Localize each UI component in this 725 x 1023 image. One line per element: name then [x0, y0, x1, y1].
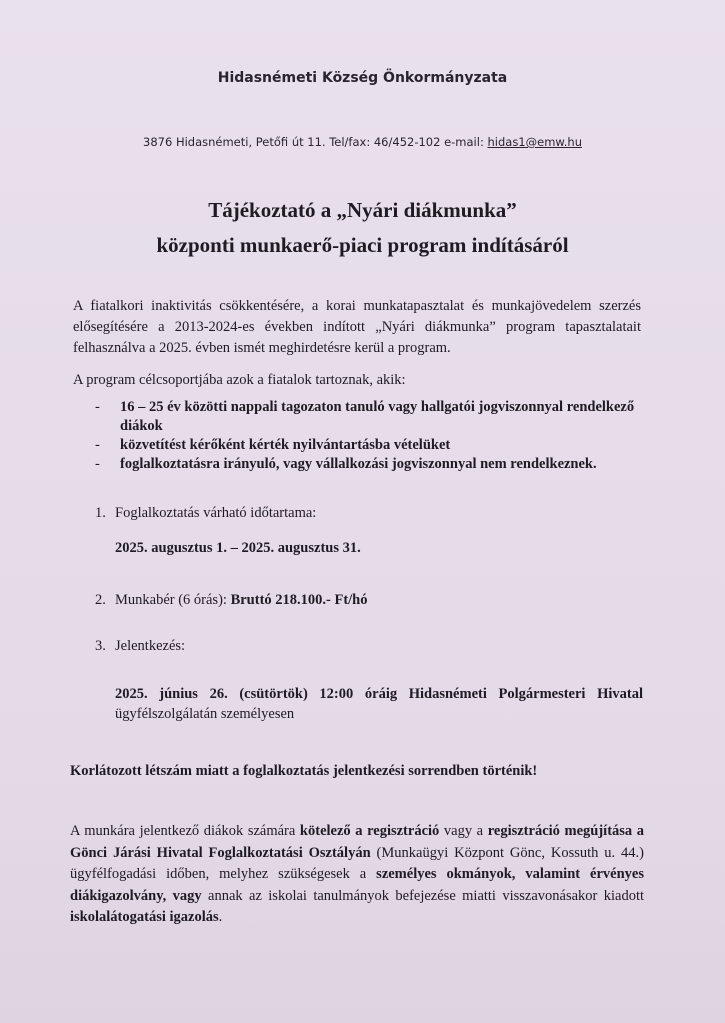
warning-notice: Korlátozott létszám miatt a foglalkoztatás jelentkezési sorrendben történik! [70, 763, 538, 779]
list-item [95, 436, 655, 455]
reg-text-1: A munkára jelentkező diákok számára [70, 823, 300, 839]
reg-text-3: (Munkaügyi Központ Gönc, Kossuth u. 44.) ügyfélfogadási időben, melyhez szükségesek a [70, 844, 644, 882]
apply-label: Jelentkezés: [115, 638, 186, 654]
bullet-dash: - [95, 437, 100, 453]
organization-name: Hidasnémeti Község Önkormányzata [217, 70, 508, 86]
reg-bold-1: kötelező a regisztráció [299, 823, 440, 839]
reg-bold-4: iskolalátogatási igazolás [70, 909, 219, 925]
deadline-line-1: 2025. június 26. (csütörtök) 12:00 óráig Hidasnémeti Polgármesteri Hivatal [115, 686, 643, 702]
item-number-2: 2. [95, 592, 106, 608]
target-group-list [95, 398, 655, 474]
wage-value: Bruttó 218.100.- Ft/hó [230, 592, 368, 608]
title-line-2: központi munkaerő-piaci program indításáról [156, 233, 569, 257]
list-item [95, 455, 655, 474]
duration-label: Foglalkoztatás várható időtartama: [115, 505, 317, 521]
item-number-3: 3. [95, 638, 106, 654]
target-group-intro: A program célcsoportjába azok a fiatalok tartoznak, akik: [73, 372, 406, 388]
reg-text-5: . [218, 909, 223, 925]
item-number-1: 1. [95, 505, 106, 521]
wage-label: Munkabér (6 órás): [115, 592, 231, 608]
deadline-line-2: ügyfélszolgálatán személyesen [115, 706, 295, 722]
registration-paragraph [70, 821, 644, 929]
contact-address: 3876 Hidasnémeti, Petőfi út 11. Tel/fax: 46/452-102 e-mail: [143, 135, 488, 149]
application-deadline [115, 684, 643, 724]
bullet-text: foglalkoztatásra irányuló, vagy vállalkozási jogviszonnyal nem rendelkeznek. [120, 456, 597, 472]
reg-text-4: annak az iskolai tanulmányok befejezése miatti visszavonásakor kiadott [201, 887, 645, 904]
reg-text-2: vagy a [439, 823, 488, 839]
list-item [95, 398, 655, 436]
reg-bold-3: személyes okmányok, valamint érvényes diákigazolvány, vagy [70, 866, 644, 904]
reg-bold-2: regisztráció megújítása a Gönci Járási Hivatal Foglalkoztatási Osztályán [70, 823, 645, 861]
bullet-text: 16 – 25 év közötti nappali tagozaton tanuló vagy hallgatói jogviszonnyal rendelkező diákok [120, 399, 635, 434]
bullet-text: közvetítést kérőként kérték nyilvántartásba vételüket [120, 437, 451, 453]
title-line-1: Tájékoztató a „Nyári diákmunka” [208, 198, 517, 222]
duration-value: 2025. augusztus 1. – 2025. augusztus 31. [115, 540, 361, 556]
email-link[interactable]: hidas1@emw.hu [487, 135, 582, 149]
bullet-dash: - [95, 456, 100, 472]
bullet-dash: - [95, 399, 100, 415]
contact-line [0, 135, 725, 149]
intro-paragraph: A fiatalkori inaktivitás csökkentésére, a korai munkatapasztalat és munkajövedelem szerzés elősegítésére a 2013-2024-es években indított „Nyári diákmunka” program tapasztalatait felhasználva a 2025. évben ismét meghirdetésre kerül a program. [73, 298, 641, 356]
wage-line [115, 592, 368, 609]
